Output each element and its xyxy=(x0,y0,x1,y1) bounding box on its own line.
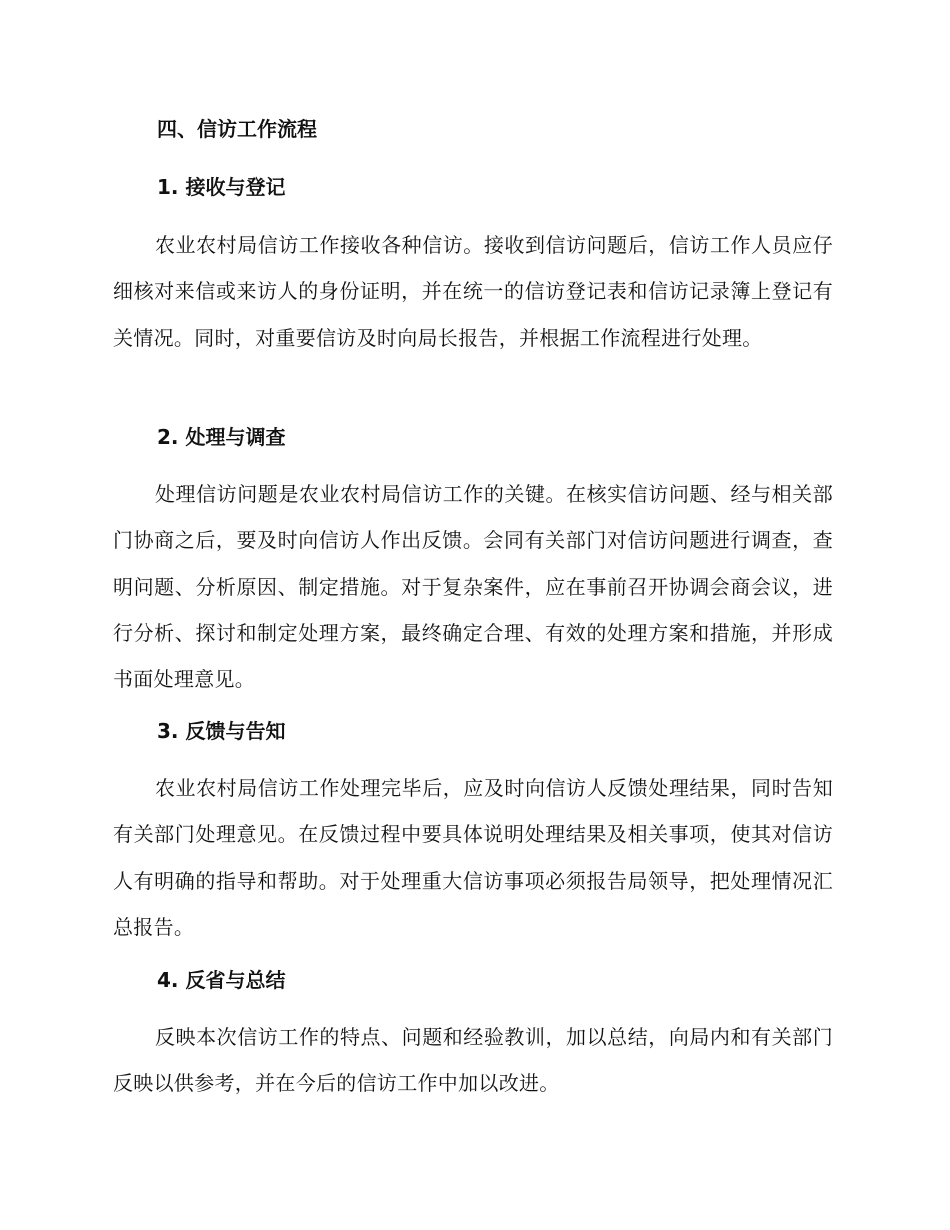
item-2-paragraph: 处理信访问题是农业农村局信访工作的关键。在核实信访问题、经与相关部门协商之后，要及时向信访人作出反馈。会同有关部门对信访问题进行调查，查明问题、分析原因、制定措施。对于复杂案件，应在事前召开协调会商会议，进行分析、探讨和制定处理方案，最终确定合理、有效的处理方案和措施，并形成书面处理意见。 xyxy=(113,482,833,692)
section-title: 四、信访工作流程 xyxy=(157,117,317,141)
item-1-heading: 1. 接收与登记 xyxy=(157,175,286,199)
item-4-heading: 4. 反省与总结 xyxy=(157,968,286,992)
item-3-paragraph: 农业农村局信访工作处理完毕后，应及时向信访人反馈处理结果，同时告知有关部门处理意见。在反馈过程中要具体说明处理结果及相关事项，使其对信访人有明确的指导和帮助。对于处理重大信访事项必须报告局领导，把处理情况汇总报告。 xyxy=(113,776,833,939)
item-4-paragraph: 反映本次信访工作的特点、问题和经验教训，加以总结，向局内和有关部门反映以供参考，并在今后的信访工作中加以改进。 xyxy=(113,1025,833,1096)
item-1-paragraph: 农业农村局信访工作接收各种信访。接收到信访问题后，信访工作人员应仔细核对来信或来访人的身份证明，并在统一的信访登记表和信访记录簿上登记有关情况。同时，对重要信访及时向局长报告，并根据工作流程进行处理。 xyxy=(113,233,833,350)
item-2-heading: 2. 处理与调查 xyxy=(157,425,286,449)
item-3-heading: 3. 反馈与告知 xyxy=(157,719,286,743)
